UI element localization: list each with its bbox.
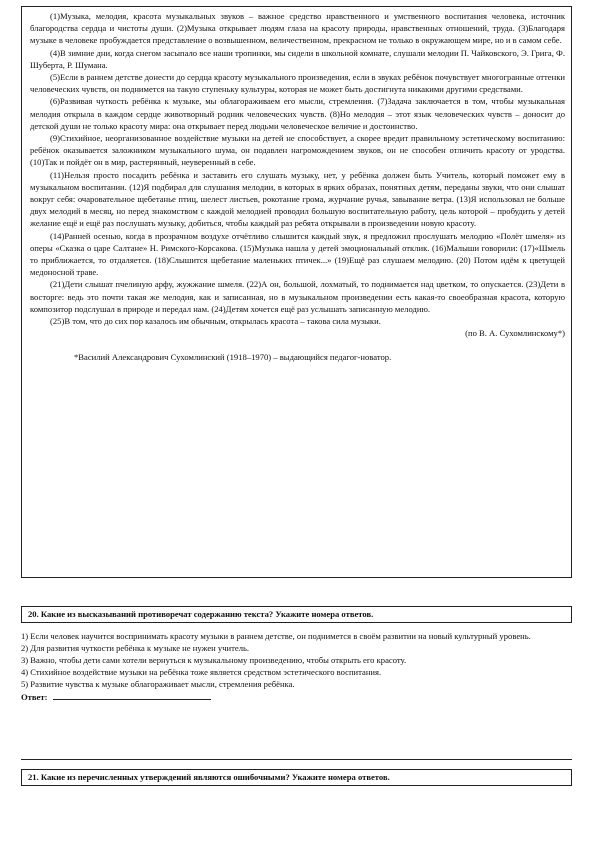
text-paragraph-4: (6)Развивая чуткость ребёнка к музыке, мы облагораживаем его мысли, стремления. (7)Задача заключается в том, чтобы музыкальная мелодия открыла в каждом сердце животворный родник человеческих чувств. (8)Но мелодия – этот язык человеческих чувств – доносит до детской души не только красоту мира: она открывает перед людьми человеческое величие и достоинство. [30, 96, 565, 131]
reading-text-box [21, 6, 572, 578]
text-source: (по В. А. Сухомлинскому*) [465, 328, 565, 339]
text-paragraph-6: (11)Нельзя просто посадить ребёнка и заставить его слушать музыку, нет, у ребёнка должен быть Учитель, который поможет ему в музыкальном воспитании. (12)Я подбирал для слушания мелодии, в которых в ярких образах, понятных детям, переданы звуки, что они слышат вокруг себя: очаровательное щебетанье птиц, шелест листьев, рокотание грома, журчание ручья, завывание ветра. (13)Я использовал не больше двух мелодий в месяц, но перед знакомством с каждой мелодией проводил большую воспитательную работу, цель которой – пробудить у детей желание ещё и ещё раз послушать музыку, добиться, чтобы каждый раз ребята открывали в произведении новую красоту. [30, 169, 565, 229]
text-paragraph-2: (4)В зимние дни, когда снегом засыпало все наши тропинки, мы сидели в школьной комнате, слушали мелодии П. Чайковского, Э. Грига, Ф. Шуберта, Р. Шумана. [30, 47, 565, 70]
task-20-option-1: 1) Если человек научится воспринимать красоту музыки в раннем детстве, он поднимется в своём развитии на новый культурный уровень. [21, 631, 531, 641]
task-20-option-4: 4) Стихийное воздействие музыки на ребёнка тоже является средством эстетического воспитания. [21, 667, 382, 678]
text-paragraph-3: (5)Если в раннем детстве донести до сердца красоту музыкального произведения, если в звуках ребёнок почувствует многогранные оттенки человеческих чувств, он поднимется на такую ступеньку культуры, которая не может быть достигнута никакими другими средствами. [30, 72, 565, 95]
task-20-option-3: 3) Важно, чтобы дети сами хотели вернуться к музыкальному произведению, чтобы открыть его красоту. [21, 655, 407, 666]
text-paragraph-8: (21)Дети слышат пчелиную арфу, жужжание шмеля. (22)А он, большой, лохматый, то поднимается над цветком, то опускается. (23)Дети в восторге: ведь это почти такая же мелодия, как и записанная, но в музыкальном произведении есть какая-то своеобразная красота, которую композитор подслушал в природе и передал нам. (24)Детям хочется ещё раз услышать записанную мелодию. [30, 279, 565, 314]
task-20-question: 20. Какие из высказываний противоречат содержанию текста? Укажите номера ответов. [21, 606, 572, 623]
text-paragraph-5: (9)Стихийное, неорганизованное воздействие музыки на детей не способствует, а скорее вредит правильному эстетическому воспитанию: ребёнок оказывается заложником музыкального шума, он подавлен нагромождением звуков, он не способен отличить красоту от уродства. (10)Так и пойдёт он в мир, растерянный, неуверенный в себе. [30, 133, 565, 168]
answer-blank-field[interactable] [53, 690, 211, 700]
answer-label: Ответ: [21, 692, 48, 703]
text-footnote: *Василий Александрович Сухомлинский (1918–1970) – выдающийся педагог-новатор. [74, 352, 392, 363]
task-20-option-2: 2) Для развития чуткости ребёнка к музыке не нужен учитель. [21, 643, 250, 654]
text-paragraph-7: (14)Ранней осенью, когда в прозрачном воздухе отчётливо слышится каждый звук, я предложил прослушать мелодию «Полёт шмеля» из оперы «Сказка о царе Салтане» Н. Римского-Корсакова. (15)Музыка нашла у детей эмоциональный отклик. (16)Малыши говорили: (17)«Шмель то приближается, то отдаляется. (18)Слышится щебетание маленьких птичек...» (19)Ещё раз слушаем мелодию. (20) Потом идём к цветущей медоносной траве. [30, 230, 565, 278]
task-20-options [21, 630, 572, 704]
task-20-option-5: 5) Развитие чувства к музыке облагораживает мысли, стремления ребёнка. [21, 679, 295, 690]
task-20-answer-row [21, 690, 572, 703]
text-paragraph-1: (1)Музыка, мелодия, красота музыкальных звуков – важное средство нравственного и умственного воспитания человека, источник благородства сердца и чистоты души. (2)Музыка открывает людям глаза на красоту природы, нравственных отношений, труда. (3)Благодаря музыке в человеке пробуждается представление о возвышенном, величественном, прекрасном не только в окружающем мире, но и в самом себе. [30, 11, 565, 46]
section-divider [21, 759, 572, 760]
text-paragraph-9: (25)В том, что до сих пор казалось им обычным, открылась красота – такова сила музыки. [50, 316, 381, 327]
task-21-question: 21. Какие из перечисленных утверждений являются ошибочными? Укажите номера ответов. [21, 769, 572, 786]
